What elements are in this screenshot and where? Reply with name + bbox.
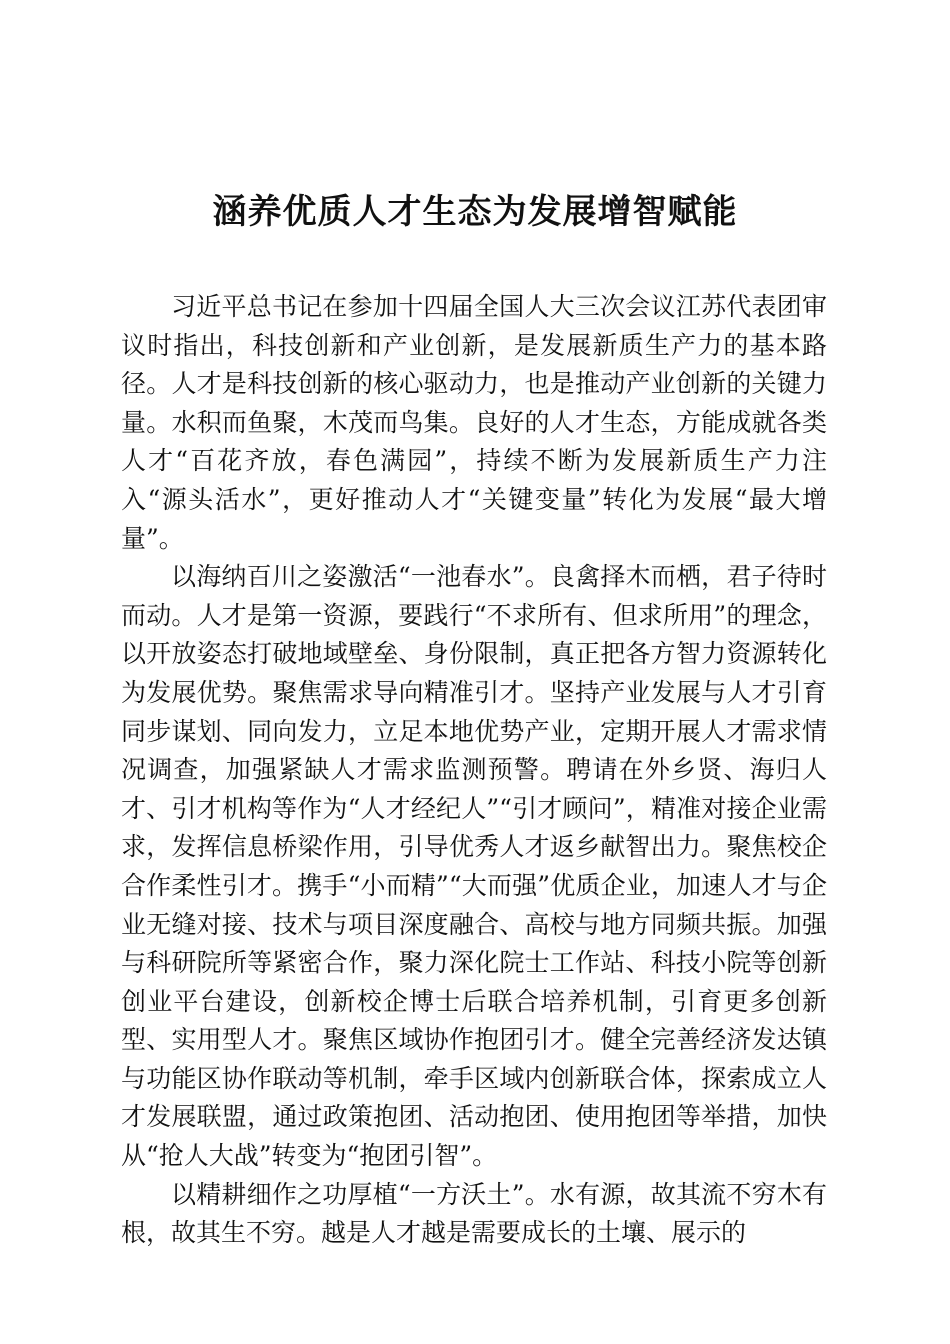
paragraph-cultivate-environment: 以精耕细作之功厚植“一方沃土”。水有源，故其流不穷木有根，故其生不穷。越是人才越是需要成长的土壤、展示的: [121, 1179, 827, 1248]
paragraph-intro: 习近平总书记在参加十四届全国人大三次会议江苏代表团审议时指出，科技创新和产业创新，是发展新质生产力的基本路径。人才是科技创新的核心驱动力，也是推动产业创新的关键力量。水积而鱼聚，木茂而鸟集。良好的人才生态，方能成就各类人才“百花齐放，春色满园”，持续不断为发展新质生产力注入“源头活水”，更好推动人才“关键变量”转化为发展“最大增量”。: [121, 292, 827, 553]
paragraph-attract-talent: 以海纳百川之姿激活“一池春水”。良禽择木而栖，君子待时而动。人才是第一资源，要践行“不求所有、但求所用”的理念，以开放姿态打破地域壁垒、身份限制，真正把各方智力资源转化为发展优势。聚焦需求导向精准引才。坚持产业发展与人才引育同步谋划、同向发力，立足本地优势产业，定期开展人才需求情况调查，加强紧缺人才需求监测预警。聘请在外乡贤、海归人才、引才机构等作为“人才经纪人”“引才顾问”，精准对接企业需求，发挥信息桥梁作用，引导优秀人才返乡献智出力。聚焦校企合作柔性引才。携手“小而精”“大而强”优质企业，加速人才与企业无缝对接、技术与项目深度融合、高校与地方同频共振。加强与科研院所等紧密合作，聚力深化院士工作站、科技小院等创新创业平台建设，创新校企博士后联合培养机制，引育更多创新型、实用型人才。聚焦区域协作抱团引才。健全完善经济发达镇与功能区协作联动等机制，牵手区域内创新联合体，探索成立人才发展联盟，通过政策抱团、活动抱团、使用抱团等举措，加快从“抢人大战”转变为“抱团引智”。: [121, 562, 827, 1171]
document-title: 涵养优质人才生态为发展增智赋能: [212, 192, 738, 232]
document-body: [121, 288, 827, 1253]
